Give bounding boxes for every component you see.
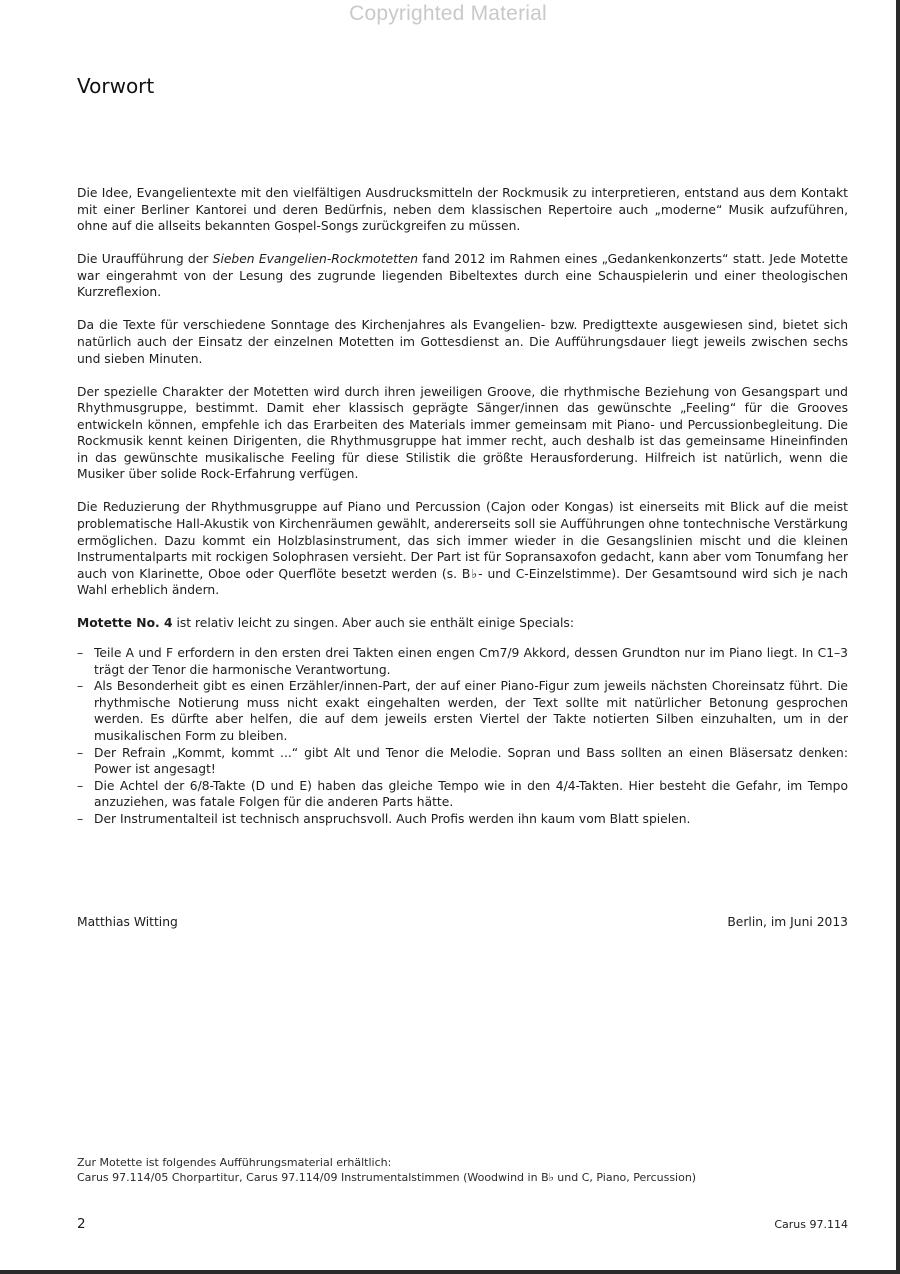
paragraph-motet-4 — [77, 615, 848, 632]
paragraph-premiere-rest: fand 2012 im Rahmen eines „Gedankenkonzerts“ statt. Jede Motette war eingerahmt von der Lesung des zugrunde liegenden Bibeltextes durch eine Schauspielerin und einer theologischen Kurzreflexion. — [77, 252, 849, 300]
place-date: Berlin, im Juni 2013 — [727, 915, 848, 929]
preface-body — [77, 185, 848, 828]
page-number: 2 — [77, 1216, 86, 1232]
paragraph-groove: Der spezielle Charakter der Motetten wird durch ihren jeweiligen Groove, die rhythmische Beziehung von Gesangspart und Rhythmusgruppe, bestimmt. Damit eher klassisch geprägte Sänger/innen das gewünschte „Feeling“ für die Grooves entwickeln können, empfehle ich das Erarbeiten des Materials immer gemeinsam mit Piano- und Percussionbegleitung. Die Rockmusik kennt keinen Dirigenten, die Rhythmusgruppe hat immer recht, auch deshalb ist das gemeinsame Hineinfinden in das gewünschte musikalische Feeling für diese Stilistik die größte Herausforderung. Hilfreich ist natürlich, wenn die Musiker über solide Rock-Erfahrung verfügen. — [77, 384, 848, 482]
paragraph-liturgy: Da die Texte für verschiedene Sonntage des Kirchenjahres als Evangelien- bzw. Predigttexte ausgewiesen sind, bietet sich natürlich auch der Einsatz der einzelnen Motetten im Gottesdienst an. Die Aufführungsdauer liegt jeweils zwischen sechs und sieben Minuten. — [77, 318, 848, 366]
dash-marker: – — [77, 646, 84, 661]
paragraph-intro: Die Idee, Evangelientexte mit den vielfältigen Ausdrucksmitteln der Rockmusik zu interpretieren, entstand aus dem Kontakt mit einer Berliner Kantorei und deren Bedürfnis, neben dem klassischen Repertoire auch „moderne“ Musik aufzuführen, ohne auf die allseits bekannten Gospel-Songs zurückgreifen zu müssen. — [77, 186, 848, 234]
dash-marker: – — [77, 745, 84, 760]
specials-list — [77, 645, 848, 828]
author-name: Matthias Witting — [77, 915, 178, 929]
list-item-text: Als Besonderheit gibt es einen Erzähler/innen-Part, der auf einer Piano-Figur zum jeweils nächsten Choreinsatz führt. Die rhythmische Notierung muss nicht exakt eingehalten werden, der Text sollte mit natürlicher Betonung gesprochen werden. Es dürfte aber helfen, die auf dem jeweils ersten Viertel der Takte notierten Silben einzuhalten, um in der musikalischen Form zu bleiben. — [94, 679, 848, 743]
list-item — [77, 645, 848, 678]
work-title: Sieben Evangelien-Rockmotetten — [212, 252, 419, 267]
signature-line — [77, 915, 848, 929]
paragraph-instrumentation: Die Reduzierung der Rhythmusgruppe auf Piano und Percussion (Cajon oder Kongas) ist einerseits mit Blick auf die meist problematische Hall-Akustik von Kirchenräumen gewählt, andererseits soll sie Aufführungen ohne tontechnische Verstärkung ermöglichen. Dazu kommt ein Holzblasinstrument, das sich immer wieder in die Gesangslinien mischt und die kleinen Instrumentalparts mit rockigen Solophrasen versieht. Der Part ist für Sopransaxofon gedacht, kann aber vom Tonumfang her auch von Klarinette, Oboe oder Querflöte besetzt werden (s. B♭- und C-Einzelstimme). Der Gesamtsound wird sich je nach Wahl erheblich ändern. — [77, 500, 848, 598]
catalog-number: Carus 97.114 — [774, 1218, 848, 1231]
footnote-line: Carus 97.114/05 Chorpartitur, Carus 97.114/09 Instrumentalstimmen (Woodwind in B♭ und C, Piano, Percussion) — [77, 1171, 697, 1184]
dash-marker: – — [77, 679, 84, 694]
list-item — [77, 678, 848, 744]
paragraph-motet-4-rest: ist relativ leicht zu singen. Aber auch sie enthält einige Specials: — [172, 616, 574, 631]
paragraph-premiere — [77, 251, 848, 301]
list-item — [77, 811, 848, 828]
page-title: Vorwort — [77, 74, 155, 98]
watermark: Copyrighted Material — [349, 2, 547, 25]
dash-marker: – — [77, 778, 84, 793]
footnote — [77, 1155, 848, 1185]
list-item-text: Teile A und F erfordern in den ersten drei Takten einen engen Cm7/9 Akkord, dessen Grundton nur im Piano liegt. In C1–3 trägt der Tenor die harmonische Verantwortung. — [94, 646, 848, 677]
paragraph-premiere-lead: Die Uraufführung der — [77, 252, 213, 267]
footnote-line: Zur Motette ist folgendes Aufführungsmaterial erhältlich: — [77, 1156, 392, 1169]
list-item — [77, 745, 848, 778]
page-footer — [77, 1216, 848, 1232]
motet-name: Motette No. 4 — [77, 616, 173, 631]
list-item-text: Die Achtel der 6/8-Takte (D und E) haben das gleiche Tempo wie in den 4/4-Takten. Hier besteht die Gefahr, im Tempo anzuziehen, was fatale Folgen für die anderen Parts hätte. — [94, 778, 848, 810]
list-item-text: Der Refrain „Kommt, kommt ...“ gibt Alt und Tenor die Melodie. Sopran und Bass sollten an einen Bläsersatz denken: Power ist angesagt! — [94, 745, 848, 777]
list-item — [77, 778, 848, 811]
dash-marker: – — [77, 811, 84, 826]
list-item-text: Der Instrumentalteil ist technisch anspruchsvoll. Auch Profis werden ihn kaum vom Blatt spielen. — [94, 811, 691, 826]
